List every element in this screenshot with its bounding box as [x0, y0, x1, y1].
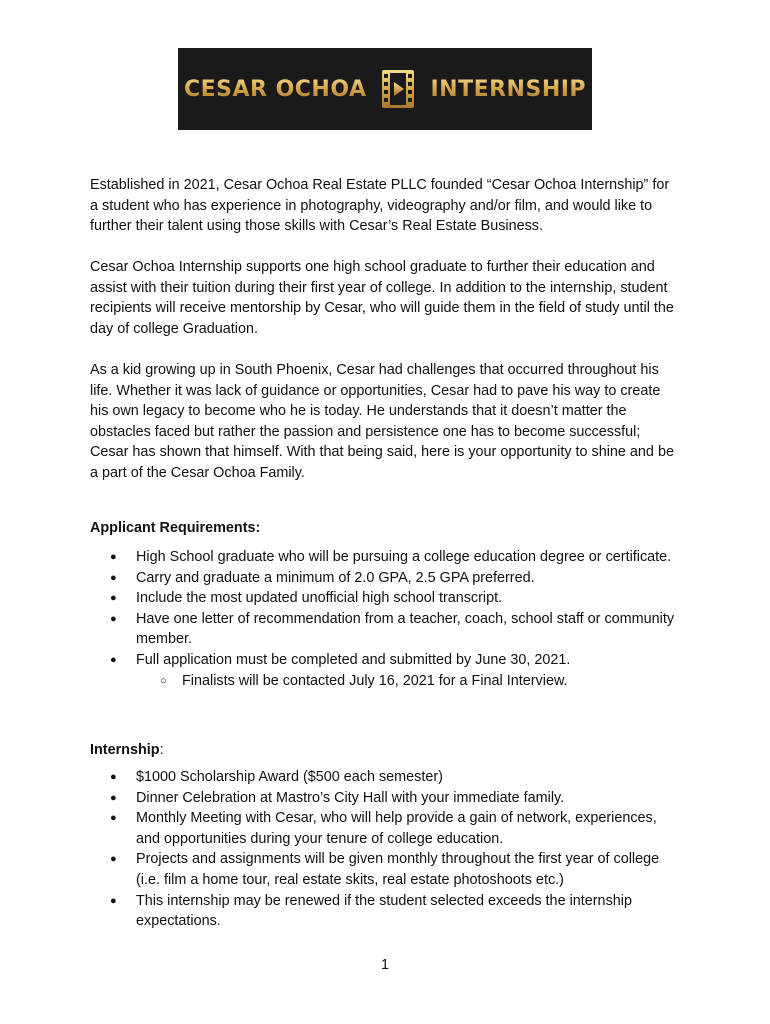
film-play-icon: [382, 70, 414, 108]
list-item: ● This internship may be renewed if the student selected exceeds the internship expectations.: [90, 891, 680, 932]
intro-paragraph: Established in 2021, Cesar Ochoa Real Estate PLLC founded “Cesar Ochoa Internship” for a student who has experience in photography, videography and/or film, and would like to further their talent using those skills with Cesar’s Real Estate Business.: [90, 177, 670, 235]
page-number: 1: [380, 957, 389, 973]
requirements-sub-list: [136, 671, 680, 692]
requirements-list: [90, 547, 680, 691]
list-item: ● Have one letter of recommendation from a teacher, coach, school staff or community member.: [90, 609, 680, 650]
background-paragraph: As a kid growing up in South Phoenix, Cesar had challenges that occurred throughout his life. Whether it was lack of guidance or opportunities, Cesar had to pave his way to create his own legacy to become who he is today. He understands that it doesn’t matter the obstacles faced but rather the passion and persistence one has to become successful; Cesar has shown that himself. With that being said, here is your opportunity to shine and be a part of the Cesar Ochoa Family.: [90, 362, 674, 481]
internship-heading-colon: :: [159, 742, 164, 758]
banner-left-text: CESAR OCHOA: [183, 76, 367, 102]
list-item: [90, 650, 680, 691]
list-item: ● Monthly Meeting with Cesar, who will help provide a gain of network, experiences, and opportunities during your tenure of college education.: [90, 808, 680, 849]
list-item: ● Projects and assignments will be given monthly throughout the first year of college (i.e. film a home tour, real estate skits, real estate photoshoots etc.): [90, 849, 680, 890]
banner-right-text: INTERNSHIP: [430, 76, 587, 102]
sub-list-item: ○ Finalists will be contacted July 16, 2021 for a Final Interview.: [136, 671, 680, 692]
list-item: ● $1000 Scholarship Award ($500 each semester): [90, 767, 680, 788]
list-item: ● Include the most updated unofficial high school transcript.: [90, 588, 680, 609]
internship-heading: [90, 740, 164, 761]
internship-banner-logo: [178, 48, 592, 130]
support-paragraph: Cesar Ochoa Internship supports one high school graduate to further their education and assist with their tuition during their first year of college. In addition to the internship, student recipients will receive mentorship by Cesar, who will guide them in the field of study until the day of college Graduation.: [90, 259, 674, 337]
internship-benefits-list: [90, 767, 680, 932]
list-item: ● Carry and graduate a minimum of 2.0 GPA, 2.5 GPA preferred.: [90, 568, 680, 589]
list-item: ● High School graduate who will be pursuing a college education degree or certificate.: [90, 547, 680, 568]
list-item: ● Dinner Celebration at Mastro’s City Hall with your immediate family.: [90, 788, 680, 809]
list-item-text: Full application must be completed and submitted by June 30, 2021.: [136, 651, 571, 668]
requirements-heading: Applicant Requirements:: [90, 520, 261, 536]
internship-heading-text: Internship: [90, 742, 160, 758]
